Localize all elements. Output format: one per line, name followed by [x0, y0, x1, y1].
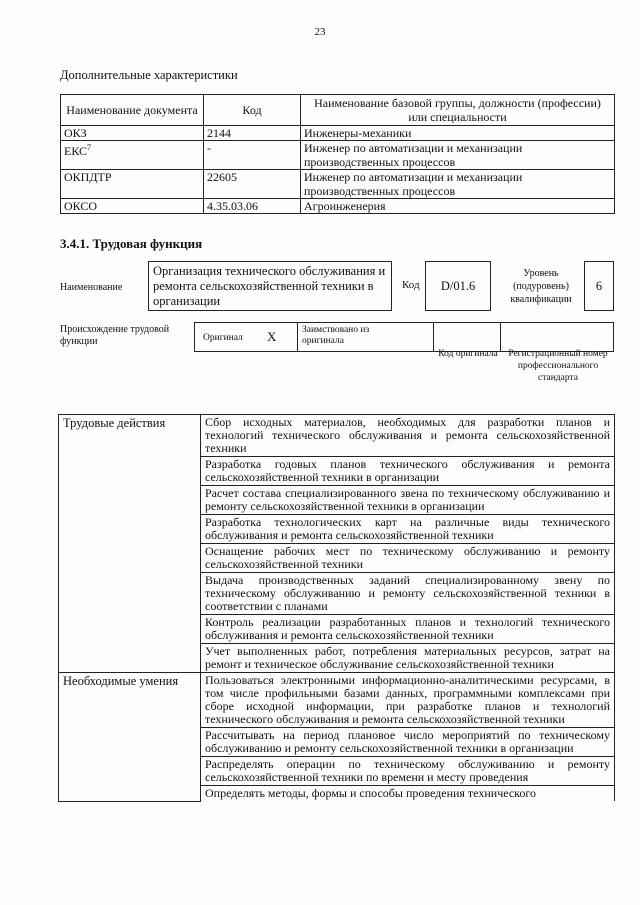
skill-item: Рассчитывать на период плановое число мероприятий по техническому обслуживанию и ремонту сельскохозяйственной техники в организации [201, 728, 615, 757]
qualification-level-box [584, 261, 614, 311]
labor-actions-label: Трудовые действия [59, 415, 201, 673]
skill-item: Пользоваться электронными информационно-аналитическими ресурсами, в том числе профильными базами данных, программными комплексами при сборе исходной информации, при разработке планов и технологий технического обслуживания и ремонта сельскохозяйственной техники [201, 673, 615, 728]
code-cell: - [204, 141, 301, 170]
doc-cell [61, 141, 204, 170]
code-label: Код [402, 279, 420, 291]
action-item: Разработка годовых планов технического обслуживания и ремонта сельскохозяйственной техники в организации [201, 457, 615, 486]
code-cell: 2144 [204, 126, 301, 141]
table-row [61, 170, 615, 199]
function-name-box [148, 261, 392, 311]
doc-name: ОКПДТР [64, 170, 112, 184]
function-name-value: Организация технического обслуживания и ремонта сельскохозяйственной техники в организации [153, 264, 386, 308]
action-item: Учет выполненных работ, потребления материальных ресурсов, затрат на ремонт и техническое обслуживание сельскохозяйственной техники [201, 644, 615, 673]
action-item: Контроль реализации разработанных планов и технологий технического обслуживания и ремонта сельскохозяйственной техники [201, 615, 615, 644]
action-item: Разработка технологических карт на различные виды технического обслуживания и ремонта сельскохозяйственной техники [201, 515, 615, 544]
doc-cell [61, 199, 204, 214]
function-code-box [425, 261, 491, 311]
registration-number-caption: Регистрационный номер профессионального стандарта [508, 349, 608, 383]
table-row [59, 673, 615, 728]
action-item: Сбор исходных материалов, необходимых для разработки планов и технологий технического обслуживания и ремонта сельскохозяйственной техники [201, 415, 615, 457]
section-heading-additional: Дополнительные характеристики [60, 68, 238, 82]
action-item: Оснащение рабочих мест по техническому обслуживанию и ремонту сельскохозяйственной техники [201, 544, 615, 573]
action-item: Выдача производственных заданий специализированному звену по техническому обслуживанию и ремонту сельскохозяйственной техники в соответствии с планами [201, 573, 615, 615]
doc-cell [61, 126, 204, 141]
function-code-value: D/01.6 [440, 279, 476, 293]
table-row [61, 199, 615, 214]
original-label: Оригинал [203, 333, 243, 343]
additional-characteristics-table [60, 94, 615, 214]
group-cell: Агроинженерия [301, 199, 615, 214]
group-cell: Инженер по автоматизации и механизации производственных процессов [301, 170, 615, 199]
group-cell: Инженеры-механики [301, 126, 615, 141]
qualification-level-value: 6 [595, 279, 603, 293]
doc-name: ОКСО [64, 199, 98, 213]
labor-actions-table [58, 414, 615, 802]
origin-code-caption: Код оригинала [438, 349, 498, 359]
required-skills-label: Необходимые умения [59, 673, 201, 802]
footnote-mark: 7 [87, 143, 92, 152]
qualification-level-label: Уровень (подуровень) квалификации [510, 268, 572, 305]
doc-name: ЕКС [64, 144, 88, 158]
labor-function-title: 3.4.1. Трудовая функция [60, 236, 203, 251]
skill-item: Распределять операции по техническому обслуживанию и ремонту сельскохозяйственной техники по времени и месту проведения [201, 757, 615, 786]
action-item: Расчет состава специализированного звена по техническому обслуживанию и ремонту сельскохозяйственной техники в организации [201, 486, 615, 515]
header-document-name: Наименование документа [61, 95, 204, 126]
doc-cell [61, 170, 204, 199]
skill-item: Определять методы, формы и способы проведения технического [201, 786, 615, 802]
origin-original-box [194, 322, 298, 352]
header-code: Код [204, 95, 301, 126]
table-row [61, 126, 615, 141]
code-cell: 22605 [204, 170, 301, 199]
code-cell: 4.35.03.06 [204, 199, 301, 214]
table-row [59, 415, 615, 457]
group-cell: Инженер по автоматизации и механизации производственных процессов [301, 141, 615, 170]
origin-borrowed-box [297, 322, 434, 352]
name-label: Наименование [60, 282, 123, 293]
borrowed-label: Заимствовано из оригинала [302, 325, 370, 346]
page-number: 23 [314, 26, 326, 38]
table-header-row [61, 95, 615, 126]
original-mark: X [267, 329, 277, 344]
doc-name: ОКЗ [64, 126, 87, 140]
table-row [61, 141, 615, 170]
origin-label: Происхождение трудовой функции [60, 324, 170, 347]
header-group-name: Наименование базовой группы, должности (профессии) или специальности [301, 95, 615, 126]
